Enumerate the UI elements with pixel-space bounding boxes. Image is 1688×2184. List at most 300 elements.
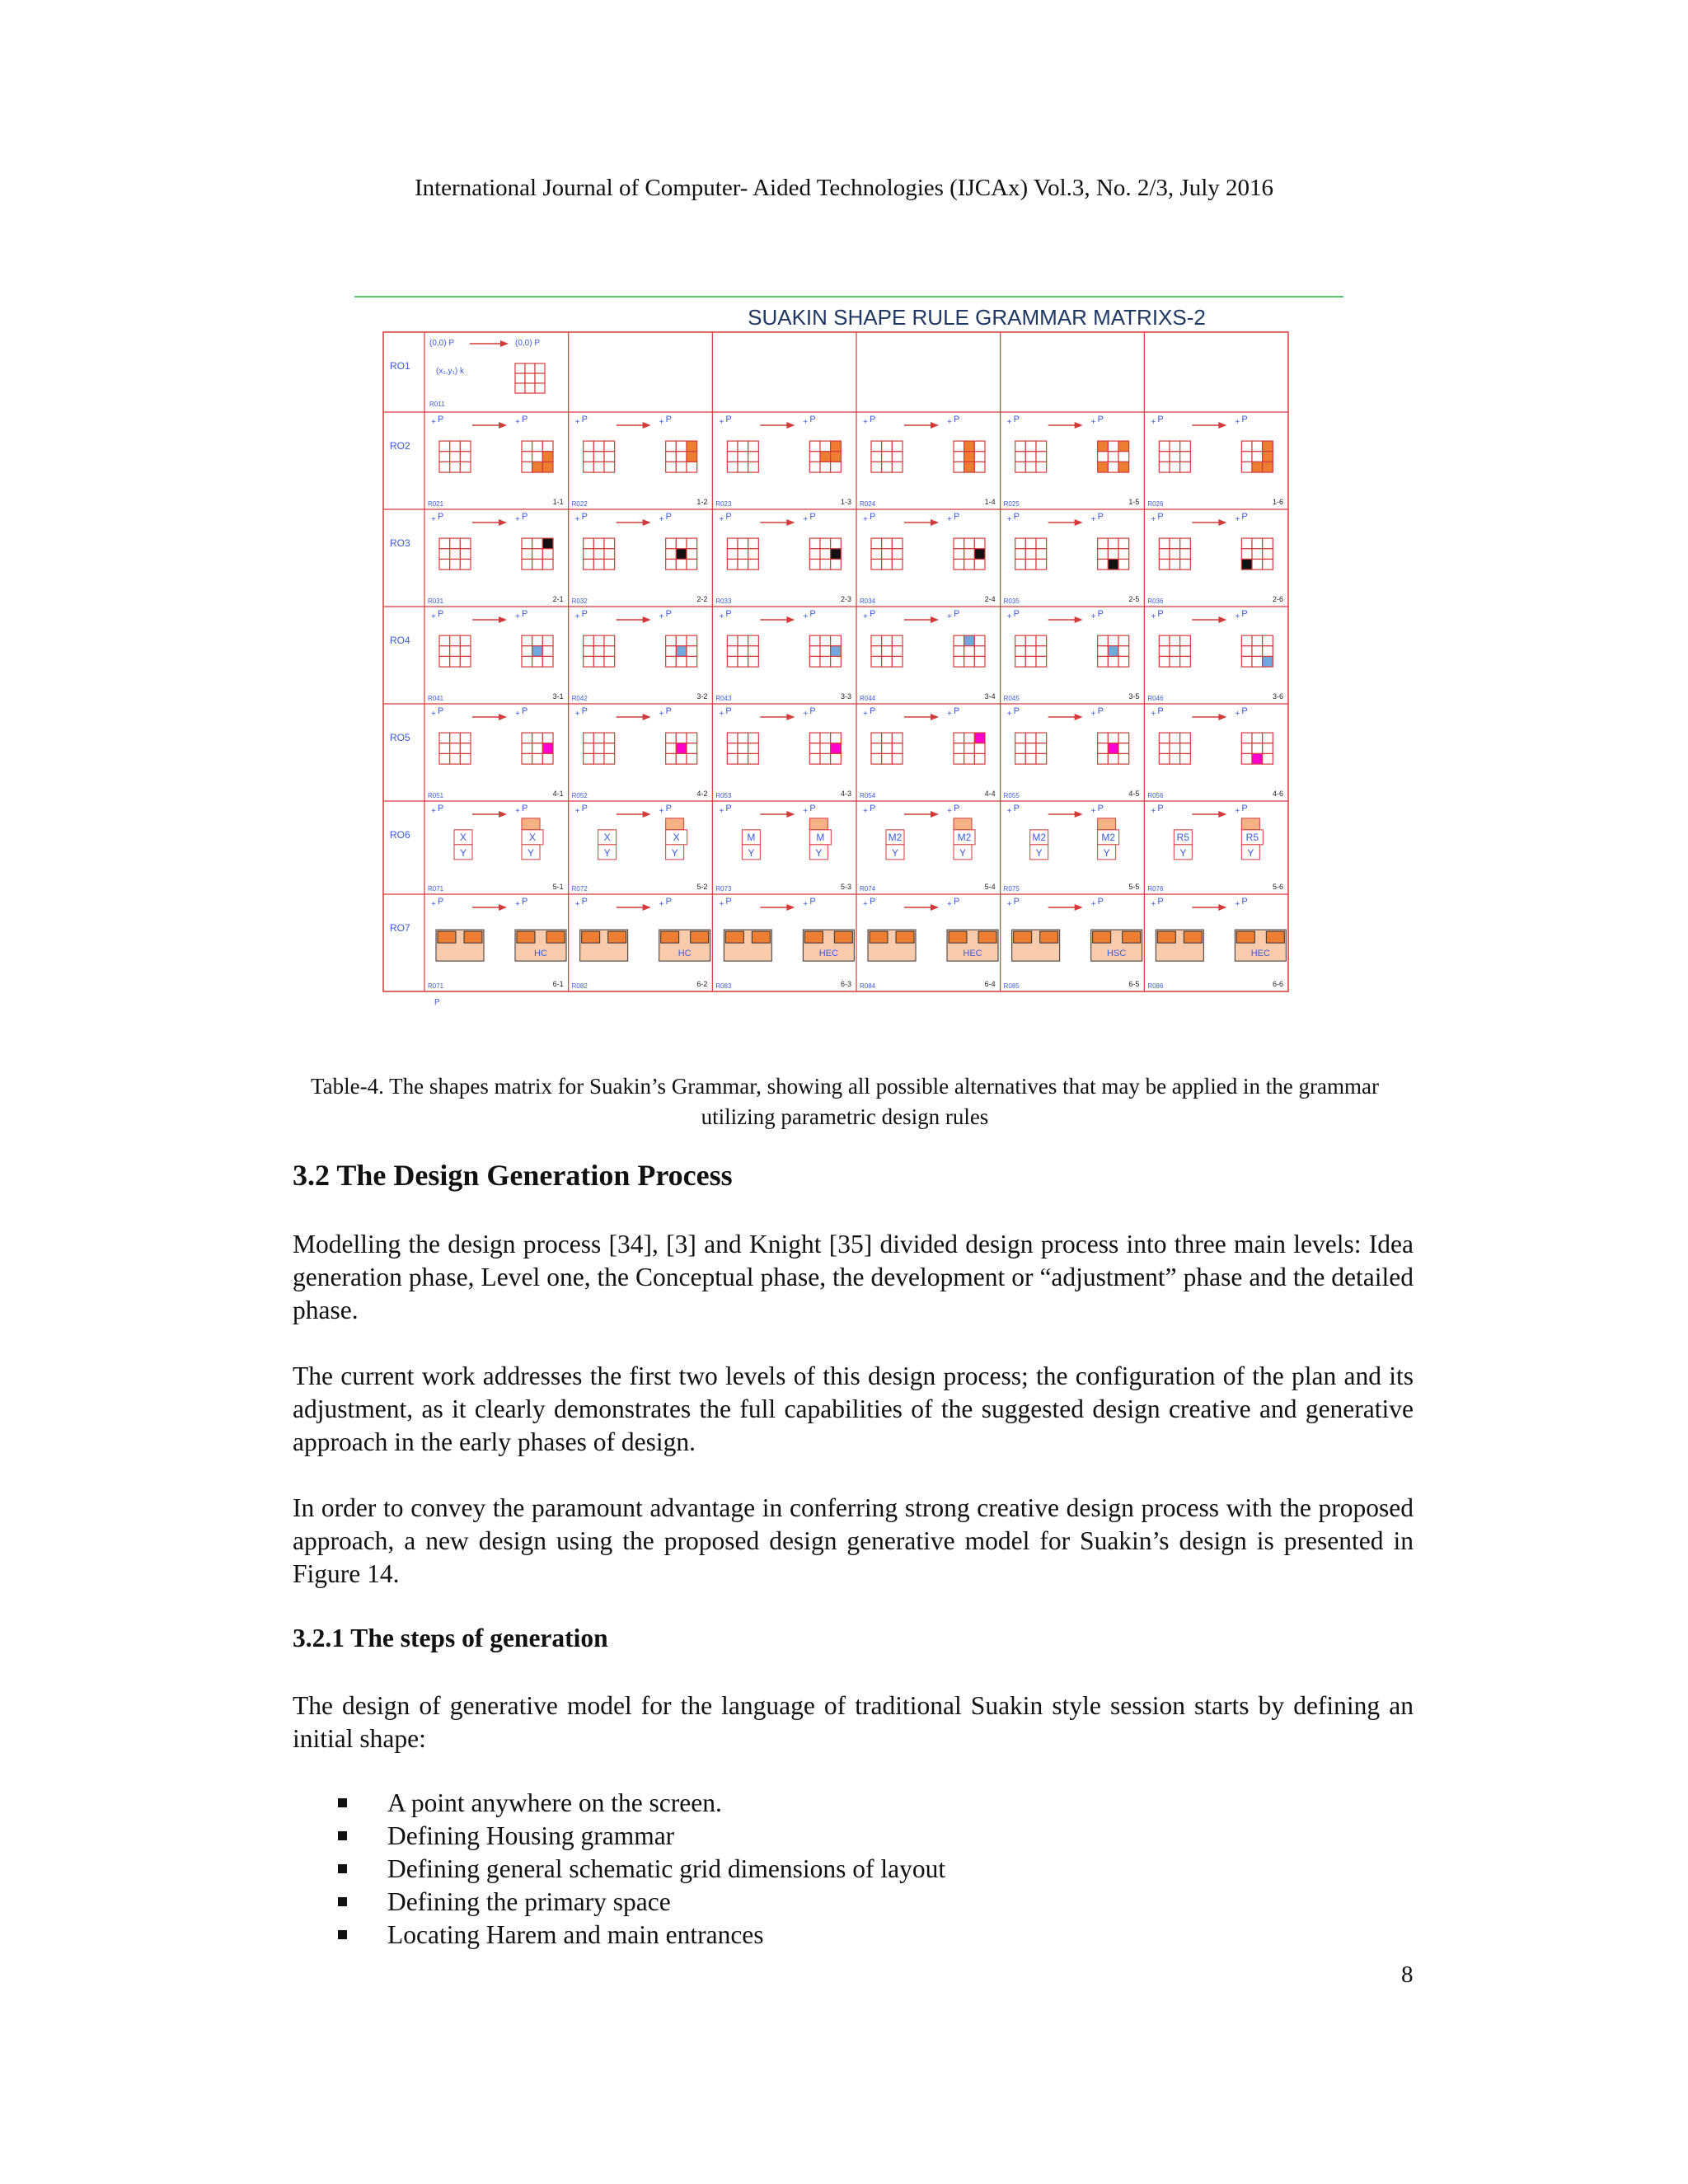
rule-arrow-head: [643, 519, 651, 526]
grid-cell: [542, 743, 553, 754]
source-grid: [439, 733, 471, 764]
grid-cell: [687, 656, 697, 667]
point-marker: +: [719, 710, 724, 719]
result-block-cap: [1098, 818, 1116, 830]
point-marker: +: [431, 807, 436, 816]
source-block-label: M: [747, 831, 756, 843]
grid-cell: [1263, 559, 1273, 569]
point-marker: +: [1235, 807, 1240, 816]
grid-cell: [450, 656, 461, 667]
origin-label-a: (0,0) P: [429, 339, 455, 348]
source-block-label: M2: [1032, 831, 1047, 843]
point-label: P: [581, 706, 588, 716]
rule-code: R022: [571, 500, 588, 508]
grid-cell: [460, 559, 471, 569]
grid-cell: [1252, 452, 1263, 462]
point-marker: +: [431, 900, 436, 909]
grid-cell: [532, 733, 543, 743]
grid-cell: [522, 656, 532, 667]
grid-cell: [1180, 646, 1191, 657]
point-label: P: [809, 804, 816, 813]
point-label: P: [1013, 804, 1020, 813]
grid-cell: [892, 549, 903, 560]
rule-arrow-head: [786, 616, 795, 623]
grid-cell: [831, 743, 842, 754]
rule-arrow-head: [499, 811, 507, 818]
grid-cell: [1241, 646, 1252, 657]
grid-cell: [964, 656, 975, 667]
grid-cell: [964, 635, 975, 646]
grid-cell: [439, 441, 450, 452]
grid-cell: [522, 441, 532, 452]
bullet-item: Defining the primary space: [338, 1886, 945, 1919]
point-marker: +: [515, 612, 520, 621]
grid-cell: [604, 538, 615, 549]
grid-cell: [809, 452, 820, 462]
grid-cell: [871, 743, 882, 754]
grid-cell: [593, 743, 604, 754]
rule-code: R011: [429, 401, 445, 408]
point-marker: +: [947, 710, 952, 719]
point-marker: +: [431, 515, 436, 524]
result-grid: [522, 441, 553, 472]
grid-cell: [1252, 538, 1263, 549]
grid-cell: [522, 743, 532, 754]
point-marker: +: [803, 807, 809, 816]
section-heading: 3.2 The Design Generation Process: [293, 1159, 733, 1192]
grid-cell: [450, 635, 461, 646]
rule-id: 3-3: [840, 692, 851, 701]
grid-cell: [820, 743, 831, 754]
point-marker: +: [719, 807, 724, 816]
result-plan-label: HEC: [1250, 949, 1270, 959]
grid-cell: [1159, 743, 1170, 754]
grid-cell: [1015, 646, 1026, 657]
grid-cell: [1263, 462, 1273, 472]
rule-arrow-head: [643, 616, 651, 623]
point-marker: +: [1090, 515, 1096, 524]
grid-cell: [584, 635, 594, 646]
rule-id: 4-1: [552, 790, 564, 798]
rule-code: R054: [860, 792, 876, 799]
point-marker: +: [431, 612, 436, 621]
grid-cell: [687, 549, 697, 560]
grid-cell: [1263, 538, 1273, 549]
grid-cell: [1025, 549, 1036, 560]
grid-cell: [1241, 559, 1252, 569]
result-block-label: Y: [1103, 846, 1110, 859]
source-grid: [1015, 538, 1047, 569]
rule-id: 2-5: [1128, 595, 1140, 603]
point-label: P: [1241, 804, 1248, 813]
source-plan-room: [752, 931, 770, 943]
grid-cell: [604, 441, 615, 452]
point-label: P: [809, 415, 816, 424]
grid-cell: [1170, 646, 1180, 657]
grid-cell: [666, 538, 677, 549]
point-label: P: [665, 609, 673, 619]
grid-cell: [666, 646, 677, 657]
result-plan-label: HC: [534, 949, 547, 959]
grid-cell: [593, 656, 604, 667]
grid-cell: [584, 733, 594, 743]
source-block-label: X: [603, 831, 611, 843]
grid-cell: [1015, 462, 1026, 472]
grid-cell: [831, 549, 842, 560]
grid-cell: [820, 753, 831, 764]
point-marker: +: [1006, 515, 1012, 524]
grid-cell: [1180, 656, 1191, 667]
rule-code: R023: [715, 500, 732, 508]
grid-cell: [1241, 753, 1252, 764]
rule-arrow-head: [499, 904, 507, 911]
point-marker: +: [574, 612, 580, 621]
result-plan-room: [1093, 931, 1111, 943]
grid-cell: [809, 733, 820, 743]
bullet-item: Locating Harem and main entrances: [338, 1919, 945, 1952]
point-marker: +: [431, 418, 436, 427]
result-plan-label: HC: [678, 949, 692, 959]
point-label: P: [522, 897, 528, 907]
point-marker: +: [1151, 807, 1156, 816]
shape-grammar-matrix-figure: [350, 293, 1348, 1007]
table-caption: Table-4. The shapes matrix for Suakin’s Grammar, showing all possible alternatives that may be applied in the grammar utilizing parametric design rules: [311, 1074, 1379, 1129]
grid-cell: [1015, 441, 1026, 452]
result-plan-room: [661, 931, 679, 943]
grid-cell: [532, 635, 543, 646]
grid-cell: [1241, 549, 1252, 560]
grid-cell: [974, 462, 985, 472]
paragraph-3: In order to convey the paramount advantage in conferring strong creative design process with the proposed approach, a new design using the proposed design generative model for Suakin’s design is presented in Figure 14.: [293, 1493, 1414, 1588]
grid-cell: [1159, 441, 1170, 452]
rule-arrow-head: [500, 340, 509, 347]
grid-cell: [974, 753, 985, 764]
source-grid: [1015, 635, 1047, 667]
grid-cell: [604, 452, 615, 462]
grid-cell: [1108, 559, 1118, 569]
point-label: P: [438, 609, 444, 619]
grid-cell: [460, 441, 471, 452]
grid-cell: [676, 753, 687, 764]
grid-cell: [809, 753, 820, 764]
coords-label: (x₁,y₁) k: [436, 367, 464, 376]
point-label: P: [581, 609, 588, 619]
grid-cell: [974, 733, 985, 743]
grid-cell: [974, 559, 985, 569]
source-grid: [584, 441, 615, 472]
source-grid: [584, 733, 615, 764]
source-plan-room: [870, 931, 888, 943]
grid-cell: [584, 559, 594, 569]
grid-cell: [748, 753, 759, 764]
result-block-label: Y: [671, 846, 678, 859]
grid-cell: [687, 646, 697, 657]
point-marker: +: [863, 710, 868, 719]
rule-arrow-head: [1075, 519, 1083, 526]
result-plan-room: [804, 931, 823, 943]
rule-arrow-head: [931, 811, 939, 818]
grid-cell: [1036, 656, 1047, 667]
grid-cell: [1108, 733, 1118, 743]
grid-cell: [687, 538, 697, 549]
grid-cell: [727, 559, 738, 569]
grid-cell: [450, 452, 461, 462]
result-block-label: Y: [959, 846, 967, 859]
result-block-cap: [1241, 818, 1259, 830]
grid-cell: [738, 743, 748, 754]
grid-cell: [954, 549, 964, 560]
grid-cell: [439, 743, 450, 754]
grid-cell: [532, 656, 543, 667]
point-label: P: [954, 609, 960, 619]
rule-arrow-head: [1218, 904, 1226, 911]
initial-grid: [515, 363, 545, 393]
grid-cell: [871, 656, 882, 667]
grid-cell: [1241, 733, 1252, 743]
grid-cell: [871, 559, 882, 569]
point-label: P: [1157, 609, 1164, 619]
grid-cell: [1241, 635, 1252, 646]
row-label: RO1: [390, 360, 410, 372]
grid-cell: [748, 733, 759, 743]
grid-cell: [1252, 656, 1263, 667]
result-grid: [1098, 635, 1129, 667]
grid-cell: [1118, 549, 1129, 560]
grid-cell: [1263, 441, 1273, 452]
grid-cell: [584, 462, 594, 472]
rule-code: R075: [1003, 885, 1020, 893]
grid-cell: [439, 549, 450, 560]
grid-cell: [1252, 733, 1263, 743]
point-label: P: [1097, 897, 1104, 907]
source-grid: [439, 538, 471, 569]
grid-cell: [954, 441, 964, 452]
grid-cell: [1025, 656, 1036, 667]
point-label: P: [1241, 609, 1248, 619]
bullet-item: Defining general schematic grid dimensions of layout: [338, 1853, 945, 1886]
grid-cell: [542, 559, 553, 569]
point-marker: +: [719, 612, 724, 621]
grid-cell: [748, 441, 759, 452]
point-marker: +: [803, 710, 809, 719]
point-label: P: [1241, 512, 1248, 522]
rule-arrow-head: [931, 422, 939, 429]
grid-cell: [820, 549, 831, 560]
result-plan-room: [1266, 931, 1284, 943]
grid-cell: [809, 441, 820, 452]
grid-cell: [892, 743, 903, 754]
grid-cell: [1015, 743, 1026, 754]
grid-cell: [1159, 559, 1170, 569]
grid-cell: [748, 656, 759, 667]
grid-cell: [532, 441, 543, 452]
point-marker: +: [1006, 418, 1012, 427]
point-marker: +: [947, 807, 952, 816]
grid-cell: [1118, 656, 1129, 667]
grid-cell: [1241, 743, 1252, 754]
result-grid: [809, 635, 841, 667]
grid-cell: [604, 635, 615, 646]
grid-cell: [882, 559, 893, 569]
point-marker: +: [1235, 612, 1240, 621]
grid-cell: [974, 452, 985, 462]
grid-cell: [1118, 462, 1129, 472]
grid-cell: [666, 753, 677, 764]
grid-cell: [532, 549, 543, 560]
grid-cell: [604, 646, 615, 657]
point-marker: +: [1235, 900, 1240, 909]
result-grid: [666, 733, 697, 764]
rule-code: R036: [1147, 598, 1164, 605]
grid-cell: [1170, 462, 1180, 472]
grid-cell: [1025, 452, 1036, 462]
grid-cell: [871, 733, 882, 743]
point-label: P: [954, 415, 960, 424]
source-grid: [1159, 635, 1190, 667]
grid-cell: [1036, 559, 1047, 569]
point-label: P: [1157, 415, 1164, 424]
grid-cell: [1098, 559, 1109, 569]
point-marker: +: [574, 807, 580, 816]
grid-cell: [892, 753, 903, 764]
grid-cell: [954, 753, 964, 764]
grid-cell: [831, 656, 842, 667]
source-block-label: M2: [888, 831, 903, 843]
grid-cell: [460, 656, 471, 667]
result-block-label: Y: [527, 846, 535, 859]
grid-cell: [1015, 753, 1026, 764]
grid-cell: [738, 462, 748, 472]
grid-cell: [1159, 753, 1170, 764]
grid-cell: [1241, 462, 1252, 472]
grid-cell: [974, 656, 985, 667]
source-grid: [439, 441, 471, 472]
point-marker: +: [574, 418, 580, 427]
grid-cell: [532, 646, 543, 657]
grid-cell: [584, 549, 594, 560]
grid-cell: [676, 743, 687, 754]
source-block-label: Y: [1035, 846, 1043, 859]
grid-cell: [882, 635, 893, 646]
grid-cell: [748, 549, 759, 560]
grid-cell: [687, 441, 697, 452]
rule-id: 1-2: [696, 498, 708, 506]
grid-cell: [604, 733, 615, 743]
grid-cell: [1098, 646, 1109, 657]
grid-cell: [882, 753, 893, 764]
grid-cell: [1170, 753, 1180, 764]
grid-cell: [738, 452, 748, 462]
grid-cell: [738, 559, 748, 569]
grid-cell: [974, 441, 985, 452]
point-label: P: [809, 897, 816, 907]
rule-code: R074: [860, 885, 876, 893]
rule-code: R086: [1147, 982, 1164, 990]
grid-cell: [1108, 656, 1118, 667]
grid-cell: [831, 635, 842, 646]
grid-cell: [450, 733, 461, 743]
rule-code: R085: [1003, 982, 1020, 990]
grid-cell: [1159, 462, 1170, 472]
grid-cell: [522, 733, 532, 743]
grid-cell: [542, 452, 553, 462]
grid-cell: [809, 559, 820, 569]
grid-cell: [522, 753, 532, 764]
grid-cell: [964, 549, 975, 560]
rule-id: 2-2: [696, 595, 708, 603]
grid-cell: [439, 462, 450, 472]
grid-cell: [1118, 743, 1129, 754]
result-grid: [1241, 635, 1273, 667]
point-marker: +: [947, 418, 952, 427]
point-marker: +: [1151, 515, 1156, 524]
grid-cell: [1025, 462, 1036, 472]
result-block-label: X: [528, 831, 537, 843]
result-plan-room: [1123, 931, 1141, 943]
grid-cell: [687, 635, 697, 646]
result-block-label: R5: [1245, 831, 1259, 843]
rule-id: 4-3: [840, 790, 851, 798]
point-label: P: [870, 706, 876, 716]
grid-cell: [1170, 635, 1180, 646]
rule-id: 6-1: [552, 980, 564, 988]
grid-cell: [1098, 656, 1109, 667]
result-plan-room: [691, 931, 709, 943]
grid-cell: [439, 753, 450, 764]
source-plan-room: [608, 931, 626, 943]
grid-cell: [738, 753, 748, 764]
rule-arrow-head: [643, 714, 651, 720]
grid-cell: [666, 462, 677, 472]
result-plan-room: [1236, 931, 1254, 943]
grid-cell: [1252, 635, 1263, 646]
point-label: P: [725, 415, 732, 424]
point-label: P: [1157, 706, 1164, 716]
result-plan-label: HEC: [818, 949, 838, 959]
grid-cell: [1108, 462, 1118, 472]
result-grid: [1098, 538, 1129, 569]
source-grid: [727, 635, 758, 667]
grid-cell: [871, 549, 882, 560]
grid-cell: [871, 635, 882, 646]
grid-cell: [1118, 646, 1129, 657]
point-label: P: [522, 415, 528, 424]
point-label: P: [581, 415, 588, 424]
grid-cell: [964, 733, 975, 743]
grid-cell: [964, 538, 975, 549]
grid-cell: [974, 549, 985, 560]
grid-cell: [974, 538, 985, 549]
grid-cell: [532, 559, 543, 569]
grid-cell: [532, 462, 543, 472]
grid-cell: [1098, 733, 1109, 743]
grid-cell: [522, 635, 532, 646]
point-label: P: [522, 512, 528, 522]
rule-code: R076: [1147, 885, 1164, 893]
grid-cell: [666, 441, 677, 452]
source-grid: [1159, 733, 1190, 764]
bullet-item: A point anywhere on the screen.: [338, 1787, 945, 1820]
point-label: P: [522, 706, 528, 716]
grid-cell: [1036, 753, 1047, 764]
grid-cell: [954, 733, 964, 743]
rule-arrow-head: [786, 811, 795, 818]
point-marker: +: [803, 418, 809, 427]
grid-cell: [1015, 656, 1026, 667]
point-label: P: [1013, 609, 1020, 619]
grid-cell: [1180, 462, 1191, 472]
point-label: P: [1013, 706, 1020, 716]
